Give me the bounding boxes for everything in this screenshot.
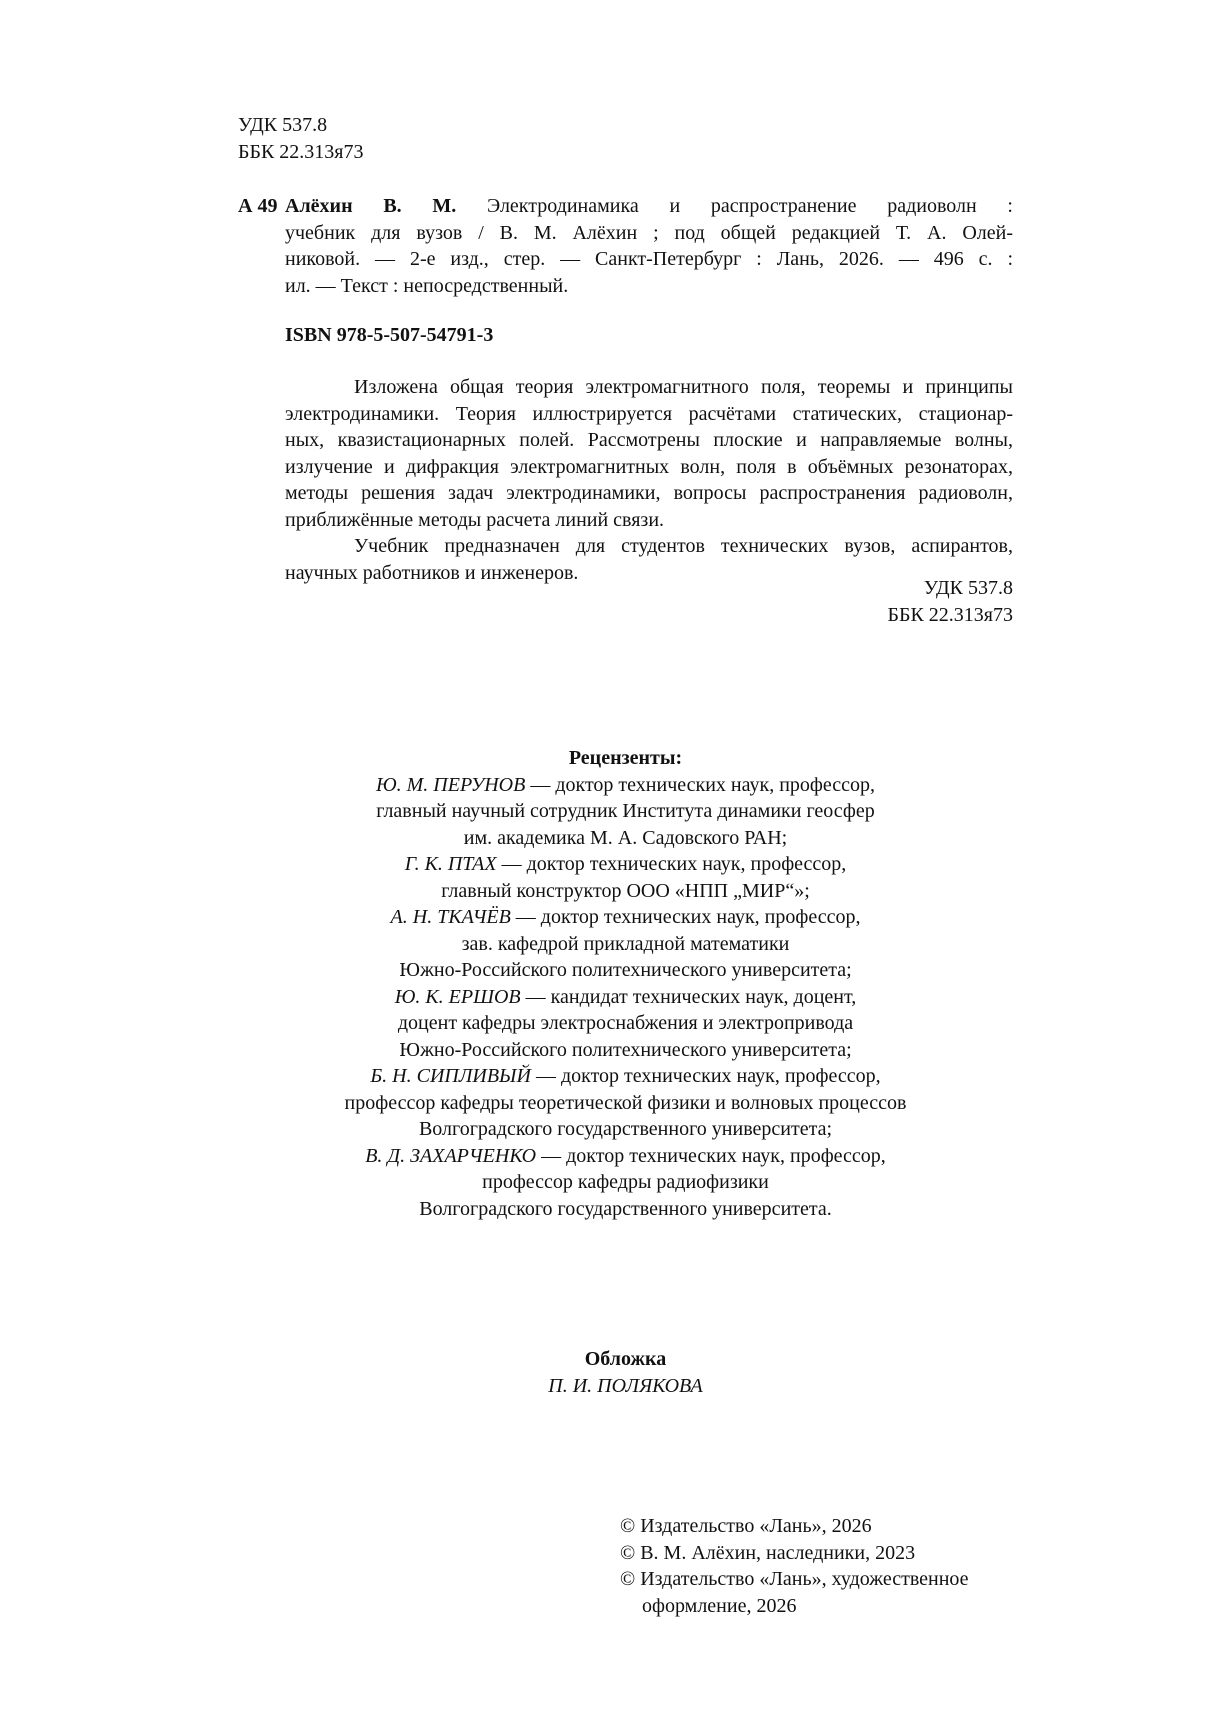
classification-top (238, 112, 364, 165)
reviewer-line (238, 984, 1013, 1011)
bbk-code: ББК 22.313я73 (238, 140, 364, 163)
bbk-code: ББК 22.313я73 (887, 603, 1013, 626)
reviewer-degree: — доктор технических наук, профессор, (496, 853, 847, 875)
classification-bottom (285, 575, 1013, 628)
biblio-line: учебник для вузов / В. М. Алёхин ; под общей редакцией Т. А. Олей- (285, 221, 1013, 244)
reviewer-line: им. академика М. А. Садовского РАН; (463, 826, 788, 849)
isbn: ISBN 978-5-507-54791-3 (285, 324, 494, 346)
abstract-line: электродинамики. Теория иллюстрируется расчётами статических, стационар- (285, 402, 1013, 425)
abstract-line: излучение и дифракция электромагнитных волн, поля в объёмных резонаторах, (285, 455, 1013, 478)
bibliographic-record (285, 193, 1013, 299)
reviewer-line: профессор кафедры теоретической физики и волновых процессов (344, 1091, 907, 1114)
copyright-line: © Издательство «Лань», художественное оформление, 2026 (620, 1568, 969, 1617)
reviewer-line: профессор кафедры радиофизики (482, 1171, 769, 1193)
reviewers-section (238, 745, 1013, 1222)
reviewer-name: Ю. К. ЕРШОВ (394, 985, 521, 1008)
reviewer-line: Южно-Российского политехнического университета; (399, 959, 852, 981)
reviewer-name: А. Н. ТКАЧЁВ (390, 906, 511, 928)
copyright-block (620, 1513, 1020, 1619)
reviewers-heading: Рецензенты: (568, 747, 683, 769)
cover-heading: Обложка (584, 1348, 667, 1370)
abstract-line: ных, квазистационарных полей. Рассмотрены плоские и направляемые волны, (285, 429, 1013, 451)
reviewer-line: главный конструктор ООО «НПП „МИР“»; (441, 879, 810, 902)
copyright-line: © В. М. Алёхин, наследники, 2023 (620, 1541, 916, 1564)
author-name: Алёхин В. М. (285, 195, 457, 217)
reviewer-line: доцент кафедры электроснабжения и электропривода (397, 1012, 854, 1034)
biblio-line (285, 193, 1013, 220)
abstract-line: научных работников и инженеров. (285, 561, 579, 584)
reviewer-name: Ю. М. ПЕРУНОВ (376, 773, 526, 796)
reviewer-line (238, 1143, 1013, 1170)
reviewer-line (238, 772, 1013, 799)
reviewer-line: Волгоградского государственного университета. (419, 1197, 832, 1220)
reviewer-name: В. Д. ЗАХАРЧЕНКО (365, 1144, 537, 1167)
reviewer-line (238, 904, 1013, 931)
reviewer-line (238, 851, 1013, 878)
book-title: Электродинамика и распространение радиоволн : (487, 195, 1013, 217)
reviewer-degree: — доктор технических наук, профессор, (530, 1065, 881, 1087)
reviewer-degree: — кандидат технических наук, доцент, (520, 985, 857, 1008)
abstract-line: Изложена общая теория электромагнитного поля, теоремы и принципы (354, 376, 1013, 398)
abstract-line: приближённые методы расчета линий связи. (285, 508, 665, 531)
reviewer-line: Волгоградского государственного университета; (418, 1118, 833, 1140)
reviewer-line: Южно-Российского политехнического университета; (399, 1038, 852, 1061)
reviewer-line (238, 1063, 1013, 1090)
udk-code: УДК 537.8 (923, 577, 1013, 599)
reviewer-line: главный научный сотрудник Института динамики геосфер (376, 800, 875, 822)
reviewer-degree: — доктор технических наук, профессор, (525, 773, 875, 796)
cover-designer: П. И. ПОЛЯКОВА (548, 1374, 703, 1397)
reviewer-degree: — доктор технических наук, профессор, (510, 906, 861, 928)
abstract-line: методы решения задач электродинамики, вопросы распространения радиоволн, (285, 482, 1013, 504)
reviewer-degree: — доктор технических наук, профессор, (536, 1144, 886, 1167)
reviewer-name: Б. Н. СИПЛИВЫЙ (370, 1065, 531, 1087)
abstract-line: Учебник предназначен для студентов технических вузов, аспирантов, (354, 535, 1013, 557)
abstract (285, 374, 1013, 586)
cover-credit (238, 1346, 1013, 1399)
reviewer-line: зав. кафедрой прикладной математики (461, 932, 790, 955)
biblio-line: ил. — Текст : непосредственный. (285, 274, 569, 297)
reviewer-name: Г. К. ПТАХ (404, 853, 497, 875)
udk-code: УДК 537.8 (238, 114, 328, 136)
copyright-line: © Издательство «Лань», 2026 (620, 1515, 872, 1537)
author-sign: А 49 (238, 195, 278, 217)
biblio-line: никовой. — 2-е изд., стер. — Санкт-Петербург : Лань, 2026. — 496 с. : (285, 248, 1013, 270)
